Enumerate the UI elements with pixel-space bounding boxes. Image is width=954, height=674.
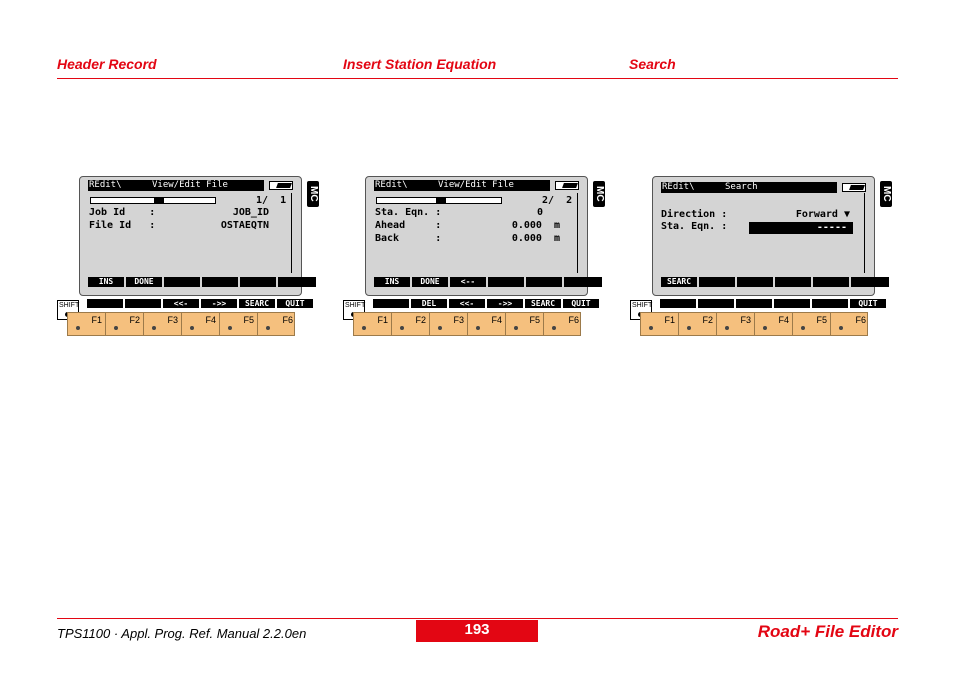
key-label: F6 <box>855 315 866 325</box>
shift-fn-4 <box>774 299 810 308</box>
led-icon <box>725 326 729 330</box>
title-left: REdit\ <box>375 180 408 190</box>
softkey-back[interactable]: <-- <box>450 277 486 287</box>
f3-key[interactable] <box>144 313 182 335</box>
softkey-4[interactable] <box>775 277 811 287</box>
footer-rule <box>57 618 898 619</box>
field-label: Back : <box>375 233 442 244</box>
chapter-title: Road+ File Editor <box>757 622 898 641</box>
led-icon <box>228 326 232 330</box>
shift-fn-2 <box>125 299 161 308</box>
section-header-center: Insert Station Equation <box>343 56 497 72</box>
softkey-6[interactable] <box>278 277 316 287</box>
field-label: Ahead : <box>375 220 442 231</box>
scroll-progress <box>90 197 216 204</box>
divider <box>291 193 292 273</box>
device-panel-3 <box>630 176 892 336</box>
key-label: F3 <box>453 315 464 325</box>
f3-key[interactable] <box>717 313 755 335</box>
shift-label: SHIFT <box>59 302 80 309</box>
mode-badge: MC <box>307 181 319 207</box>
title-right: View/Edit File <box>152 180 228 190</box>
key-label: F5 <box>243 315 254 325</box>
softkey-2[interactable] <box>699 277 735 287</box>
progress-thumb <box>436 198 446 203</box>
function-key-row <box>67 312 295 336</box>
key-label: F5 <box>529 315 540 325</box>
f6-key[interactable] <box>258 313 296 335</box>
page-number: 193 <box>416 620 538 642</box>
manual-title: TPS1100 · Appl. Prog. Ref. Manual 2.2.0en <box>57 626 307 641</box>
shift-function-bar <box>87 299 305 308</box>
f3-key[interactable] <box>430 313 468 335</box>
f2-key[interactable] <box>392 313 430 335</box>
section-header-right: Search <box>629 56 676 72</box>
key-label: F1 <box>664 315 675 325</box>
function-key-row <box>353 312 581 336</box>
key-label: F4 <box>491 315 502 325</box>
field-value: 0.000 m <box>511 220 560 231</box>
key-label: F4 <box>778 315 789 325</box>
title-right: Search <box>725 182 758 192</box>
key-label: F2 <box>129 315 140 325</box>
key-label: F5 <box>816 315 827 325</box>
led-icon <box>438 326 442 330</box>
led-icon <box>190 326 194 330</box>
divider <box>577 193 578 273</box>
led-icon <box>152 326 156 330</box>
key-label: F2 <box>415 315 426 325</box>
softkey-bar <box>661 277 871 287</box>
softkey-5[interactable] <box>813 277 849 287</box>
shift-fn-1 <box>660 299 696 308</box>
shift-fn-4: ->> <box>487 299 523 308</box>
page-indicator: 1/ 1 <box>256 195 287 206</box>
softkey-done[interactable]: DONE <box>126 277 162 287</box>
softkey-5[interactable] <box>526 277 562 287</box>
shift-fn-2: DEL <box>411 299 447 308</box>
f4-key[interactable] <box>182 313 220 335</box>
battery-icon <box>842 183 866 192</box>
softkey-bar <box>88 277 298 287</box>
page-indicator: 2/ 2 <box>542 195 573 206</box>
device-panel-1 <box>57 176 319 336</box>
softkey-6[interactable] <box>851 277 889 287</box>
shift-fn-6: QUIT <box>563 299 599 308</box>
led-icon <box>362 326 366 330</box>
device-panel-2 <box>343 176 605 336</box>
title-left: REdit\ <box>89 180 122 190</box>
f2-key[interactable] <box>679 313 717 335</box>
softkey-bar <box>374 277 584 287</box>
header-rule <box>57 78 898 79</box>
softkey-done[interactable]: DONE <box>412 277 448 287</box>
led-icon <box>649 326 653 330</box>
f2-key[interactable] <box>106 313 144 335</box>
direction-select[interactable]: Forward ▼ <box>795 209 850 220</box>
field-label: Job Id : <box>89 207 156 218</box>
key-label: F6 <box>568 315 579 325</box>
f5-key[interactable] <box>506 313 544 335</box>
divider <box>864 193 865 273</box>
f5-key[interactable] <box>220 313 258 335</box>
led-icon <box>76 326 80 330</box>
screen-title-bar <box>374 180 550 191</box>
key-label: F1 <box>91 315 102 325</box>
softkey-5[interactable] <box>240 277 276 287</box>
scroll-progress <box>376 197 502 204</box>
f6-key[interactable] <box>544 313 582 335</box>
key-label: F3 <box>740 315 751 325</box>
led-icon <box>114 326 118 330</box>
key-label: F6 <box>282 315 293 325</box>
softkey-3[interactable] <box>737 277 773 287</box>
f4-key[interactable] <box>755 313 793 335</box>
shift-fn-6: QUIT <box>277 299 313 308</box>
shift-fn-4: ->> <box>201 299 237 308</box>
field-label: Sta. Eqn. : <box>661 221 728 232</box>
key-label: F4 <box>205 315 216 325</box>
battery-icon <box>269 181 293 190</box>
key-label: F3 <box>167 315 178 325</box>
screen-title-bar <box>88 180 264 191</box>
device-screen <box>652 176 892 296</box>
field-value: 0.000 m <box>511 233 560 244</box>
led-icon <box>763 326 767 330</box>
shift-fn-5: SEARC <box>525 299 561 308</box>
softkey-6[interactable] <box>564 277 602 287</box>
f6-key[interactable] <box>831 313 869 335</box>
field-label: File Id : <box>89 220 156 231</box>
softkey-search[interactable]: SEARC <box>661 277 697 287</box>
title-right: View/Edit File <box>438 180 514 190</box>
f4-key[interactable] <box>468 313 506 335</box>
device-screen <box>79 176 319 296</box>
device-screen <box>365 176 605 296</box>
led-icon <box>514 326 518 330</box>
field-label: Sta. Eqn. : <box>375 207 442 218</box>
f1-key[interactable] <box>354 313 392 335</box>
shift-function-bar <box>660 299 878 308</box>
mode-badge: MC <box>880 181 892 207</box>
battery-icon <box>555 181 579 190</box>
field-label: Direction : <box>661 209 728 220</box>
shift-fn-2 <box>698 299 734 308</box>
softkey-3[interactable] <box>164 277 200 287</box>
led-icon <box>266 326 270 330</box>
softkey-ins[interactable]: INS <box>374 277 410 287</box>
key-label: F2 <box>702 315 713 325</box>
led-icon <box>687 326 691 330</box>
shift-function-bar <box>373 299 591 308</box>
shift-fn-5 <box>812 299 848 308</box>
led-icon <box>400 326 404 330</box>
shift-label: SHIFT <box>345 302 366 309</box>
field-value: 0 <box>536 207 543 218</box>
mode-badge: MC <box>593 181 605 207</box>
shift-fn-6: QUIT <box>850 299 886 308</box>
screen-title-bar <box>661 182 837 193</box>
shift-fn-5: SEARC <box>239 299 275 308</box>
led-icon <box>801 326 805 330</box>
shift-fn-3: <<- <box>163 299 199 308</box>
led-icon <box>552 326 556 330</box>
softkey-ins[interactable]: INS <box>88 277 124 287</box>
f1-key[interactable] <box>641 313 679 335</box>
f5-key[interactable] <box>793 313 831 335</box>
field-value: OSTAEQTN <box>220 220 269 231</box>
key-label: F1 <box>377 315 388 325</box>
led-icon <box>476 326 480 330</box>
sta-eqn-input[interactable]: ----- <box>749 222 853 234</box>
softkey-4[interactable] <box>488 277 524 287</box>
shift-fn-1 <box>87 299 123 308</box>
f1-key[interactable] <box>68 313 106 335</box>
field-value: JOB_ID <box>232 207 269 218</box>
shift-fn-3: <<- <box>449 299 485 308</box>
function-key-row <box>640 312 868 336</box>
shift-label: SHIFT <box>632 302 653 309</box>
softkey-4[interactable] <box>202 277 238 287</box>
led-icon <box>839 326 843 330</box>
shift-fn-3 <box>736 299 772 308</box>
section-header-left: Header Record <box>57 56 157 72</box>
progress-thumb <box>154 198 164 203</box>
shift-fn-1 <box>373 299 409 308</box>
title-left: REdit\ <box>662 182 695 192</box>
